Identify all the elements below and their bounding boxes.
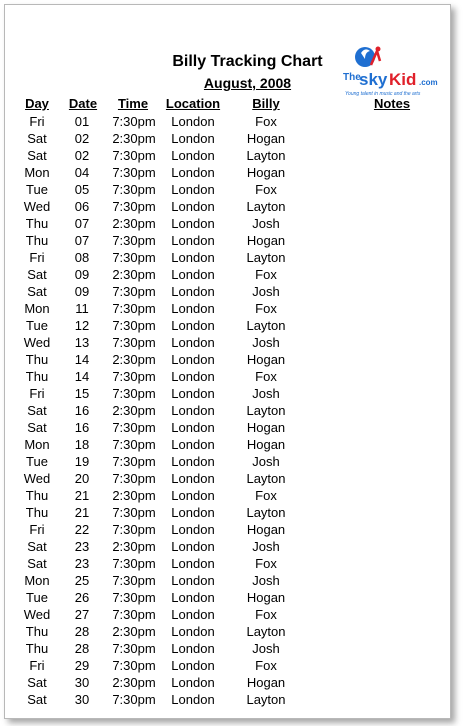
cell-day: Thu xyxy=(25,369,49,384)
table-row xyxy=(5,402,455,419)
cell-date: 13 xyxy=(74,335,90,350)
cell-time: 7:30pm xyxy=(112,250,156,265)
cell-location: London xyxy=(171,624,215,639)
cell-date: 02 xyxy=(74,131,90,146)
table-row xyxy=(5,385,455,402)
cell-date: 23 xyxy=(74,556,90,571)
cell-time: 7:30pm xyxy=(112,301,156,316)
cell-time: 2:30pm xyxy=(112,624,156,639)
cell-day: Sat xyxy=(27,675,47,690)
table-row xyxy=(5,470,455,487)
cell-billy: Josh xyxy=(252,539,280,554)
cell-location: London xyxy=(171,301,215,316)
header-location: Location xyxy=(165,96,221,111)
cell-billy: Josh xyxy=(252,573,280,588)
cell-date: 21 xyxy=(74,488,90,503)
table-row xyxy=(5,521,455,538)
cell-billy: Fox xyxy=(255,658,277,673)
cell-date: 27 xyxy=(74,607,90,622)
table-row xyxy=(5,538,455,555)
cell-location: London xyxy=(171,216,215,231)
cell-day: Mon xyxy=(24,165,50,180)
cell-time: 7:30pm xyxy=(112,318,156,333)
cell-billy: Fox xyxy=(255,369,277,384)
header-date: Date xyxy=(68,96,98,111)
cell-time: 2:30pm xyxy=(112,352,156,367)
table-row xyxy=(5,283,455,300)
cell-location: London xyxy=(171,403,215,418)
cell-location: London xyxy=(171,182,215,197)
cell-time: 7:30pm xyxy=(112,454,156,469)
cell-location: London xyxy=(171,114,215,129)
cell-location: London xyxy=(171,267,215,282)
cell-day: Fri xyxy=(29,386,45,401)
cell-day: Sat xyxy=(27,556,47,571)
logo-word-kid: Kid xyxy=(389,70,417,89)
cell-billy: Hogan xyxy=(246,165,286,180)
cell-time: 7:30pm xyxy=(112,199,156,214)
cell-date: 30 xyxy=(74,692,90,707)
cell-day: Fri xyxy=(29,114,45,129)
cell-location: London xyxy=(171,352,215,367)
table-row xyxy=(5,130,455,147)
cell-billy: Hogan xyxy=(246,675,286,690)
cell-date: 15 xyxy=(74,386,90,401)
cell-date: 08 xyxy=(74,250,90,265)
cell-day: Thu xyxy=(25,216,49,231)
cell-time: 7:30pm xyxy=(112,556,156,571)
cell-day: Sat xyxy=(27,403,47,418)
cell-date: 14 xyxy=(74,369,90,384)
cell-day: Tue xyxy=(26,454,48,469)
cell-billy: Hogan xyxy=(246,420,286,435)
cell-billy: Layton xyxy=(246,250,286,265)
cell-billy: Josh xyxy=(252,641,280,656)
table-row xyxy=(5,164,455,181)
header-notes: Notes xyxy=(373,96,411,111)
table-row xyxy=(5,674,455,691)
cell-date: 11 xyxy=(75,301,89,316)
cell-date: 28 xyxy=(74,624,90,639)
cell-billy: Layton xyxy=(246,403,286,418)
theskykid-logo xyxy=(341,43,447,101)
cell-location: London xyxy=(171,658,215,673)
cell-day: Thu xyxy=(25,505,49,520)
cell-billy: Josh xyxy=(252,216,280,231)
cell-location: London xyxy=(171,692,215,707)
cell-location: London xyxy=(171,590,215,605)
cell-billy: Fox xyxy=(255,301,277,316)
header-day: Day xyxy=(25,96,49,111)
cell-day: Tue xyxy=(26,182,48,197)
cell-location: London xyxy=(171,233,215,248)
cell-day: Sat xyxy=(27,148,47,163)
cell-day: Wed xyxy=(23,335,51,350)
cell-day: Sat xyxy=(27,420,47,435)
cell-date: 05 xyxy=(74,182,90,197)
cell-time: 7:30pm xyxy=(112,573,156,588)
cell-billy: Josh xyxy=(252,284,280,299)
cell-billy: Fox xyxy=(255,114,277,129)
cell-billy: Josh xyxy=(252,386,280,401)
cell-billy: Hogan xyxy=(246,352,286,367)
cell-billy: Josh xyxy=(252,454,280,469)
cell-billy: Josh xyxy=(252,335,280,350)
cell-date: 23 xyxy=(74,539,90,554)
cell-time: 7:30pm xyxy=(112,641,156,656)
cell-date: 25 xyxy=(74,573,90,588)
cell-time: 7:30pm xyxy=(112,386,156,401)
table-row xyxy=(5,317,455,334)
cell-date: 04 xyxy=(74,165,90,180)
cell-date: 28 xyxy=(74,641,90,656)
table-row xyxy=(5,198,455,215)
cell-time: 7:30pm xyxy=(112,182,156,197)
cell-time: 7:30pm xyxy=(112,692,156,707)
cell-date: 18 xyxy=(74,437,90,452)
table-row xyxy=(5,113,455,130)
cell-date: 09 xyxy=(74,284,90,299)
cell-date: 12 xyxy=(74,318,90,333)
cell-date: 30 xyxy=(74,675,90,690)
table-row xyxy=(5,249,455,266)
table-row xyxy=(5,572,455,589)
table-row xyxy=(5,606,455,623)
cell-billy: Layton xyxy=(246,199,286,214)
cell-billy: Fox xyxy=(255,267,277,282)
cell-time: 7:30pm xyxy=(112,369,156,384)
cell-time: 7:30pm xyxy=(112,607,156,622)
logo-word-sky: sky xyxy=(359,70,388,89)
cell-time: 7:30pm xyxy=(112,335,156,350)
table-row xyxy=(5,351,455,368)
cell-day: Thu xyxy=(25,641,49,656)
cell-location: London xyxy=(171,386,215,401)
table-row xyxy=(5,657,455,674)
cell-location: London xyxy=(171,199,215,214)
cell-time: 7:30pm xyxy=(112,505,156,520)
table-row xyxy=(5,300,455,317)
cell-time: 7:30pm xyxy=(112,165,156,180)
cell-billy: Layton xyxy=(246,692,286,707)
cell-time: 2:30pm xyxy=(112,488,156,503)
table-row xyxy=(5,436,455,453)
cell-billy: Hogan xyxy=(246,590,286,605)
cell-day: Mon xyxy=(24,437,50,452)
cell-location: London xyxy=(171,284,215,299)
cell-date: 19 xyxy=(74,454,90,469)
document-subtitle: August, 2008 xyxy=(203,75,292,91)
table-row xyxy=(5,691,455,708)
cell-day: Mon xyxy=(24,301,50,316)
cell-time: 7:30pm xyxy=(112,114,156,129)
cell-date: 22 xyxy=(74,522,90,537)
cell-time: 7:30pm xyxy=(112,148,156,163)
cell-location: London xyxy=(171,318,215,333)
cell-time: 7:30pm xyxy=(112,471,156,486)
document-page xyxy=(4,4,451,719)
cell-date: 14 xyxy=(74,352,90,367)
cell-day: Tue xyxy=(26,590,48,605)
cell-time: 2:30pm xyxy=(112,131,156,146)
cell-location: London xyxy=(171,148,215,163)
cell-day: Wed xyxy=(23,199,51,214)
cell-date: 01 xyxy=(74,114,90,129)
cell-location: London xyxy=(171,335,215,350)
cell-location: London xyxy=(171,437,215,452)
cell-time: 2:30pm xyxy=(112,539,156,554)
cell-location: London xyxy=(171,641,215,656)
cell-time: 7:30pm xyxy=(112,437,156,452)
cell-date: 20 xyxy=(74,471,90,486)
table-row xyxy=(5,623,455,640)
table-row xyxy=(5,368,455,385)
cell-billy: Hogan xyxy=(246,522,286,537)
table-row xyxy=(5,147,455,164)
cell-day: Sat xyxy=(27,284,47,299)
cell-location: London xyxy=(171,522,215,537)
table-row xyxy=(5,232,455,249)
cell-location: London xyxy=(171,250,215,265)
cell-billy: Hogan xyxy=(246,233,286,248)
table-row xyxy=(5,419,455,436)
cell-day: Fri xyxy=(29,250,45,265)
table-row xyxy=(5,181,455,198)
table-row xyxy=(5,453,455,470)
cell-location: London xyxy=(171,131,215,146)
schedule-table-body xyxy=(5,113,455,708)
cell-location: London xyxy=(171,505,215,520)
cell-location: London xyxy=(171,573,215,588)
cell-billy: Layton xyxy=(246,505,286,520)
cell-location: London xyxy=(171,471,215,486)
cell-day: Fri xyxy=(29,658,45,673)
logo-graphic xyxy=(341,43,447,101)
cell-time: 2:30pm xyxy=(112,216,156,231)
cell-day: Sat xyxy=(27,131,47,146)
table-header-row xyxy=(5,96,455,112)
cell-date: 21 xyxy=(74,505,90,520)
logo-tagline: Young talent in music and the arts xyxy=(345,91,421,97)
cell-location: London xyxy=(171,607,215,622)
cell-day: Mon xyxy=(24,573,50,588)
table-row xyxy=(5,589,455,606)
cell-day: Fri xyxy=(29,522,45,537)
cell-billy: Layton xyxy=(246,148,286,163)
cell-time: 7:30pm xyxy=(112,590,156,605)
table-row xyxy=(5,215,455,232)
cell-date: 16 xyxy=(74,420,90,435)
table-row xyxy=(5,640,455,657)
cell-billy: Layton xyxy=(246,624,286,639)
cell-time: 7:30pm xyxy=(112,233,156,248)
table-row xyxy=(5,487,455,504)
cell-day: Thu xyxy=(25,488,49,503)
cell-billy: Layton xyxy=(246,318,286,333)
cell-day: Sat xyxy=(27,267,47,282)
cell-time: 2:30pm xyxy=(112,403,156,418)
cell-billy: Layton xyxy=(246,471,286,486)
cell-time: 7:30pm xyxy=(112,658,156,673)
cell-date: 06 xyxy=(74,199,90,214)
cell-time: 7:30pm xyxy=(112,284,156,299)
logo-domain: .com xyxy=(419,78,438,87)
cell-day: Tue xyxy=(26,318,48,333)
cell-billy: Fox xyxy=(255,182,277,197)
table-row xyxy=(5,504,455,521)
cell-location: London xyxy=(171,369,215,384)
cell-day: Thu xyxy=(25,624,49,639)
cell-location: London xyxy=(171,488,215,503)
cell-day: Sat xyxy=(27,692,47,707)
cell-location: London xyxy=(171,165,215,180)
cell-day: Thu xyxy=(25,352,49,367)
cell-date: 16 xyxy=(74,403,90,418)
header-time: Time xyxy=(117,96,149,111)
logo-word-the: The xyxy=(343,72,361,83)
cell-time: 2:30pm xyxy=(112,675,156,690)
cell-date: 07 xyxy=(74,216,90,231)
cell-location: London xyxy=(171,675,215,690)
cell-day: Wed xyxy=(23,471,51,486)
cell-date: 09 xyxy=(74,267,90,282)
cell-date: 07 xyxy=(74,233,90,248)
cell-time: 7:30pm xyxy=(112,522,156,537)
cell-location: London xyxy=(171,539,215,554)
cell-billy: Fox xyxy=(255,556,277,571)
cell-billy: Fox xyxy=(255,607,277,622)
header-billy: Billy xyxy=(252,96,280,111)
cell-day: Sat xyxy=(27,539,47,554)
table-row xyxy=(5,555,455,572)
cell-location: London xyxy=(171,420,215,435)
cell-billy: Hogan xyxy=(246,131,286,146)
cell-day: Wed xyxy=(23,607,51,622)
cell-date: 26 xyxy=(74,590,90,605)
cell-location: London xyxy=(171,556,215,571)
cell-day: Thu xyxy=(25,233,49,248)
table-row xyxy=(5,334,455,351)
cell-date: 02 xyxy=(74,148,90,163)
cell-billy: Hogan xyxy=(246,437,286,452)
table-row xyxy=(5,266,455,283)
cell-date: 29 xyxy=(74,658,90,673)
cell-billy: Fox xyxy=(255,488,277,503)
cell-time: 2:30pm xyxy=(112,267,156,282)
cell-time: 7:30pm xyxy=(112,420,156,435)
document-title: Billy Tracking Chart xyxy=(172,53,323,70)
cell-location: London xyxy=(171,454,215,469)
